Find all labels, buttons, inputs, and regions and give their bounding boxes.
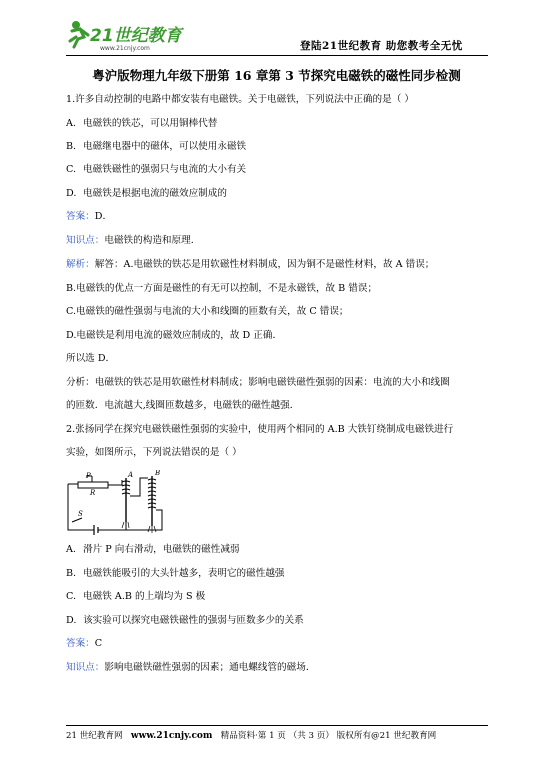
- logo-url: www.21cnjy.com: [100, 45, 150, 52]
- page-title: 粤沪版物理九年级下册第 16 章第 3 节探究电磁铁的磁性同步检测: [92, 68, 461, 83]
- q1-option-d: [66, 187, 227, 200]
- q1-option-b: [66, 140, 246, 153]
- option-text: 滑片 P 向右滑动，电磁铁的磁性减弱: [83, 544, 240, 555]
- option-text: 电磁继电器中的磁体，可以使用永磁铁: [83, 141, 247, 152]
- kp-label: 知识点：: [66, 235, 105, 246]
- q1-analysis-line: B.电磁铁的优点一方面是磁性的有无可以控制，不是永磁铁，故 B 错误；: [66, 283, 378, 294]
- option-label: D.: [66, 615, 77, 626]
- site-logo: [66, 17, 196, 53]
- switch: [72, 518, 82, 522]
- q2-option-c: [66, 590, 205, 603]
- q1-analysis-line: D.电磁铁是利用电流的磁效应制成的，故 D 正确．: [66, 330, 283, 341]
- kp-text: 电磁铁的构造和原理．: [104, 235, 201, 246]
- logo-wordmark: 21世纪教育: [90, 26, 182, 46]
- q2-knowledge-point: [66, 661, 315, 674]
- q2-option-b: [66, 567, 285, 580]
- q2-option-a: [66, 543, 240, 556]
- option-text: 电磁铁 A.B 的上端均为 S 极: [83, 591, 206, 602]
- q2-stem-line: 实验，如图所示，下列说法错误的是（ ）: [66, 447, 242, 458]
- q1-analysis-line: 分析：电磁铁的铁芯是用软磁性材料制成；影响电磁铁磁性强弱的因素：电流的大小和线圈: [66, 377, 450, 388]
- option-label: A.: [66, 118, 76, 129]
- analysis-label: 解析：: [66, 259, 95, 270]
- option-text: 电磁铁是根据电流的磁效应制成的: [83, 188, 227, 199]
- option-text: 电磁铁的铁芯，可以用铜棒代替: [83, 118, 218, 129]
- label-r: R: [90, 489, 96, 497]
- q1-analysis-line: 的匝数．电流越大,线圈匝数越多，电磁铁的磁性越强．: [66, 400, 300, 411]
- page-footer: [66, 729, 436, 741]
- circuit-diagram: [66, 470, 178, 536]
- label-a: A: [128, 471, 134, 479]
- footer-info: 精品资料·第 1 页 （共 3 页） 版权所有@21 世纪教育网: [220, 731, 437, 741]
- battery: [94, 525, 98, 535]
- answer-value: D．: [94, 211, 113, 222]
- option-label: D.: [66, 188, 77, 199]
- option-label: C.: [66, 591, 77, 602]
- runner-logo-icon: [66, 17, 196, 53]
- answer-label: 答案：: [66, 638, 95, 649]
- q2-stem-line: 2.张扬同学在探究电磁铁磁性强弱的实验中，使用两个相同的 A.B 大铁钉绕制成电磁铁进行: [66, 424, 454, 435]
- option-label: B.: [66, 141, 77, 152]
- footer-site: 21 世纪教育网: [66, 731, 123, 741]
- answer-value: C: [94, 638, 103, 649]
- q2-option-d: [66, 614, 304, 627]
- kp-text: 影响电磁铁磁性强弱的因素；通电螺线管的磁场．: [104, 662, 316, 673]
- q1-stem: 1.许多自动控制的电路中都安装有电磁铁。关于电磁铁，下列说法中正确的是（ ）: [66, 94, 414, 105]
- option-text: 电磁铁能吸引的大头针越多，表明它的磁性越强: [83, 568, 285, 579]
- q1-option-c: [66, 163, 246, 176]
- option-label: A.: [66, 544, 76, 555]
- rheostat: [78, 482, 108, 488]
- q1-analysis-line: [66, 258, 434, 271]
- footer-url[interactable]: www.21cnjy.com: [130, 731, 213, 741]
- q1-analysis-line: C.电磁铁的磁性强弱与电流的大小和线圈的匝数有关，故 C 错误；: [66, 306, 349, 317]
- option-text: 电磁铁磁性的强弱只与电流的大小有关: [83, 164, 247, 175]
- option-label: C.: [66, 164, 77, 175]
- label-p: P: [86, 472, 91, 480]
- q2-answer: [66, 637, 102, 650]
- footer-divider: [66, 725, 488, 726]
- q1-answer: [66, 210, 112, 223]
- q1-knowledge-point: [66, 234, 200, 247]
- option-text: 该实验可以探究电磁铁磁性的强弱与匝数多少的关系: [83, 615, 304, 626]
- answer-label: 答案：: [66, 211, 95, 222]
- option-label: B.: [66, 568, 77, 579]
- header-slogan: 登陆21世纪教育 助您教考全无忧: [300, 40, 463, 52]
- q1-option-a: [66, 117, 217, 130]
- q1-analysis-line: 所以选 D．: [66, 353, 116, 364]
- header-divider: [66, 55, 488, 56]
- label-s: S: [78, 510, 83, 518]
- kp-label: 知识点：: [66, 662, 105, 673]
- label-b: B: [155, 470, 161, 477]
- analysis-text: 解答：A.电磁铁的铁芯是用软磁性材料制成，因为铜不是磁性材料，故 A 错误；: [94, 259, 435, 270]
